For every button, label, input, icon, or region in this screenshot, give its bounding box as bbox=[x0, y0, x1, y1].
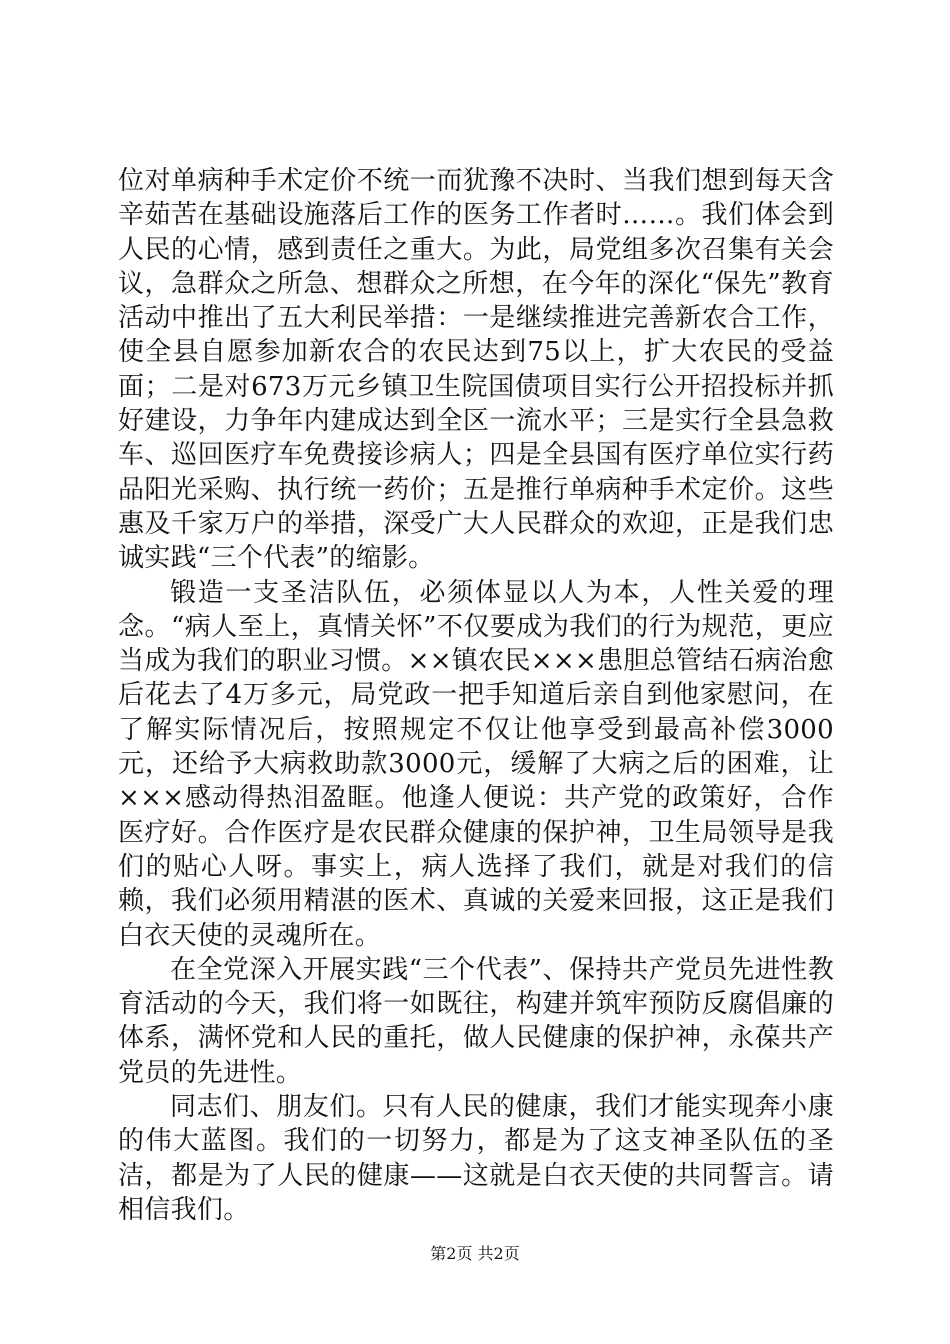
page-number-footer: 第2页 共2页 bbox=[430, 1244, 520, 1263]
paragraph-1: 位对单病种手术定价不统一而犹豫不决时、当我们想到每天含辛茹苦在基础设施落后工作的医务工作者时……。我们体会到人民的心情，感到责任之重大。为此，局党组多次召集有关会议，急群众之所急、想群众之所想，在今年的深化“保先”教育活动中推出了五大利民举措：一是继续推进完善新农合工作，使全县自愿参加新农合的农民达到75以上，扩大农民的受益面；二是对673万元乡镇卫生院国债项目实行公开招投标并抓好建设，力争年内建成达到全区一流水平；三是实行全县急救车、巡回医疗车免费接诊病人；四是全县国有医疗单位实行药品阳光采购、执行统一药价；五是推行单病种手术定价。这些惠及千家万户的举措，深受广大人民群众的欢迎，正是我们忠诚实践“三个代表”的缩影。 bbox=[118, 166, 834, 574]
paragraph-3: 在全党深入开展实践“三个代表”、保持共产党员先进性教育活动的今天，我们将一如既往，构建并筑牢预防反腐倡廉的体系，满怀党和人民的重托，做人民健康的保护神，永葆共产党员的先进性。 bbox=[118, 954, 834, 1088]
paragraph-2: 锻造一支圣洁队伍，必须体显以人为本，人性关爱的理念。“病人至上，真情关怀”不仅要成为我们的行为规范，更应当成为我们的职业习惯。××镇农民×××患胆总管结石病治愈后花去了4万多元，局党政一把手知道后亲自到他家慰问，在了解实际情况后，按照规定不仅让他享受到最高补偿3000元，还给予大病救助款3000元，缓解了大病之后的困难，让×××感动得热泪盈眶。他逢人便说：共产党的政策好，合作医疗好。合作医疗是农民群众健康的保护神，卫生局领导是我们的贴心人呀。事实上，病人选择了我们，就是对我们的信赖，我们必须用精湛的医术、真诚的关爱来回报，这正是我们白衣天使的灵魂所在。 bbox=[118, 577, 834, 951]
document-body bbox=[118, 164, 834, 1227]
paragraph-4: 同志们、朋友们。只有人民的健康，我们才能实现奔小康的伟大蓝图。我们的一切努力，都是为了这支神圣队伍的圣洁，都是为了人民的健康——这就是白衣天使的共同誓言。请相信我们。 bbox=[118, 1092, 834, 1225]
